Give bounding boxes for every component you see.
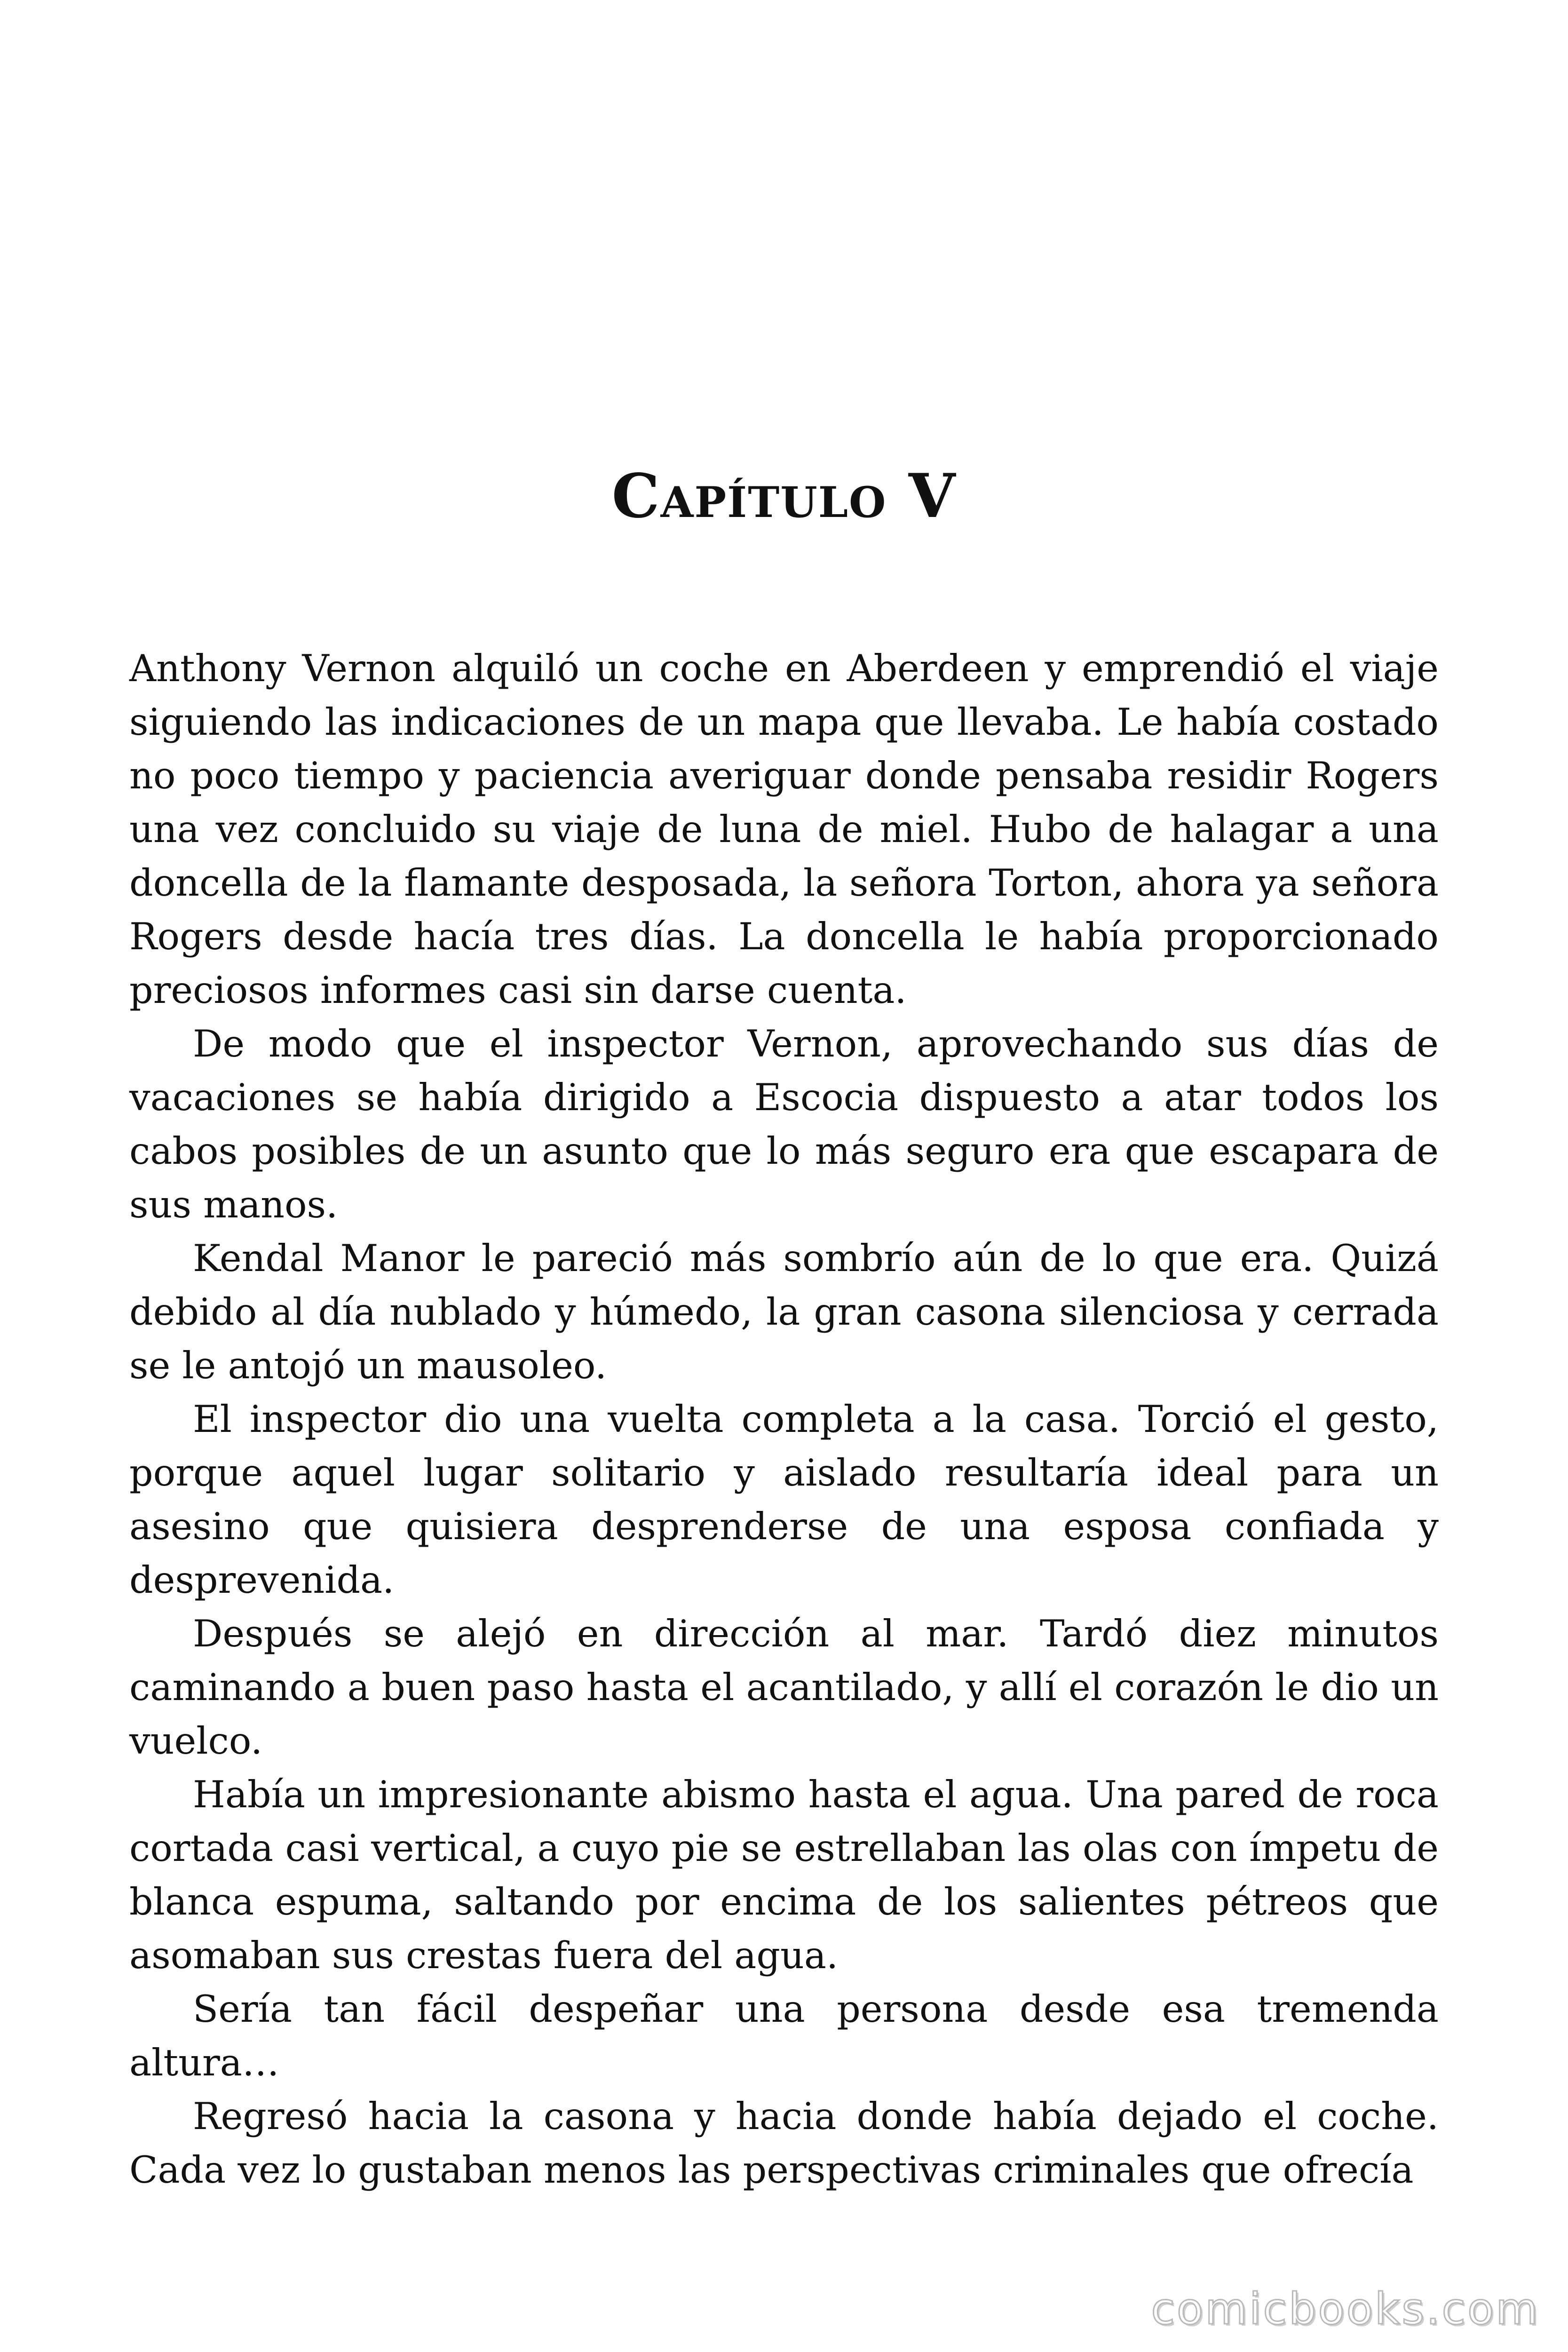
paragraph: Kendal Manor le pareció más sombrío aún de lo que era. Quizá debido al día nublado y húmedo, la gran casona silenciosa y cerrada se le antojó un mausoleo. <box>129 1237 1439 1387</box>
paragraph: Anthony Vernon alquiló un coche en Aberdeen y emprendió el viaje siguiendo las indicaciones de un mapa que llevaba. Le había costado no poco tiempo y paciencia averiguar donde pensaba residir Rogers una vez concluido su viaje de luna de miel. Hubo de halagar a una doncella de la flamante desposada, la señora Torton, ahora ya señora Rogers desde hacía tres días. La doncella le había proporcionado preciosos informes casi sin darse cuenta. <box>129 647 1439 1012</box>
paragraph: Regresó hacia la casona y hacia donde había dejado el coche. Cada vez lo gustaban menos las perspectivas criminales que ofrecía <box>129 2095 1439 2192</box>
paragraph: El inspector dio una vuelta completa a la casa. Torció el gesto, porque aquel lugar solitario y aislado resultaría ideal para un asesino que quisiera desprenderse de una esposa confiada y desprevenida. <box>129 1398 1439 1602</box>
chapter-title: Capítulo V <box>611 461 957 532</box>
paragraph: Después se alejó en dirección al mar. Tardó diez minutos caminando a buen paso hasta el acantilado, y allí el corazón le dio un vuelco. <box>129 1612 1439 1763</box>
paragraph: Había un impresionante abismo hasta el agua. Una pared de roca cortada casi vertical, a cuyo pie se estrellaban las olas con ímpetu de blanca espuma, saltando por encima de los salientes pétreos que asomaban sus crestas fuera del agua. <box>129 1773 1439 1977</box>
paragraph: De modo que el inspector Vernon, aprovechando sus días de vacaciones se había dirigido a Escocia dispuesto a atar todos los cabos posibles de un asunto que lo más seguro era que escapara de sus manos. <box>129 1022 1439 1226</box>
chapter-body <box>129 642 1439 2197</box>
watermark: comicbooks.com <box>1151 2284 1540 2334</box>
paragraph: Sería tan fácil despeñar una persona desde esa tremenda altura… <box>129 1987 1439 2084</box>
